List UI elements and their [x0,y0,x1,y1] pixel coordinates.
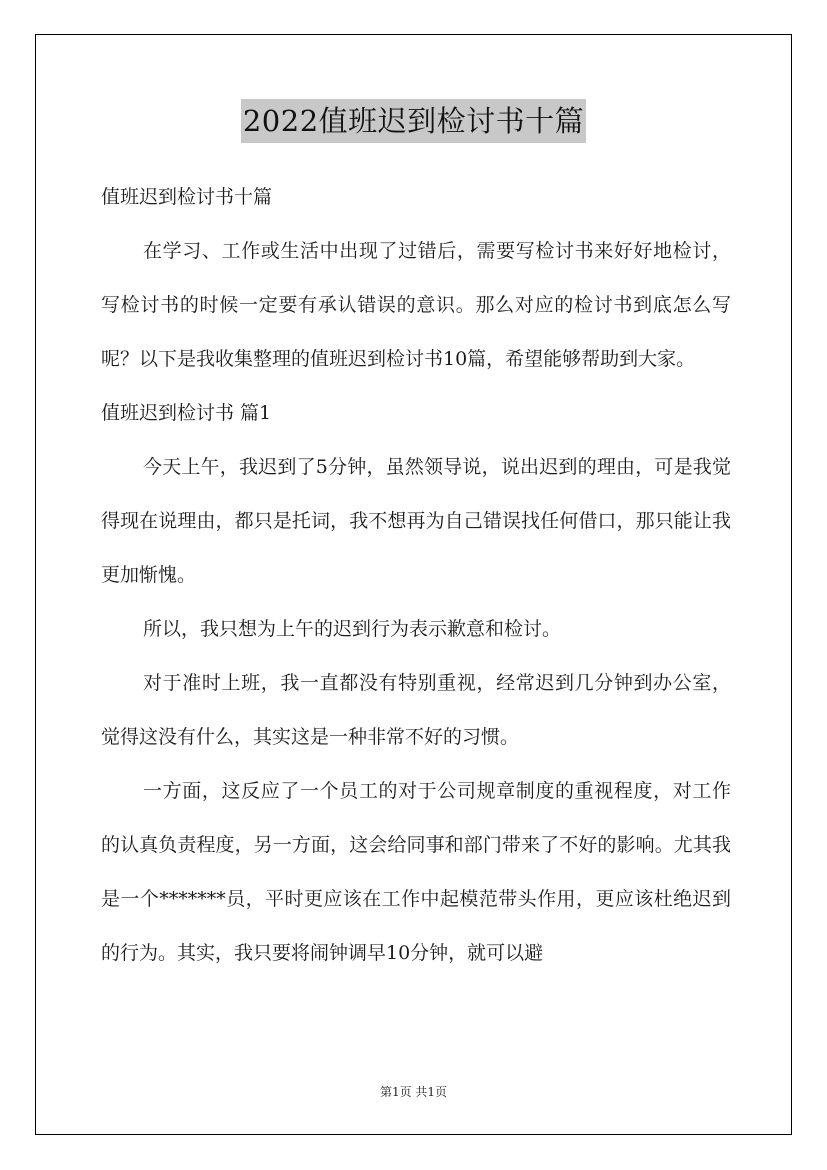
subtitle-paragraph: 值班迟到检讨书十篇 [101,186,273,208]
document-title: 2022值班迟到检讨书十篇 [241,99,586,143]
section-heading: 值班迟到检讨书 篇1 [101,402,272,424]
document-body [101,170,731,980]
body-paragraph: 所以，我只想为上午的迟到行为表示歉意和检讨。 [143,618,562,640]
body-paragraph: 今天上午，我迟到了5分钟，虽然领导说，说出迟到的理由，可是我觉得现在说理由，都只是托词，我不想再为自己错误找任何借口，那只能让我更加惭愧。 [101,456,731,586]
intro-paragraph: 在学习、工作或生活中出现了过错后，需要写检讨书来好好地检讨，写检讨书的时候一定要有承认错误的意识。那么对应的检讨书到底怎么写呢？以下是我收集整理的值班迟到检讨书10篇，希望能够帮助到大家。 [101,240,731,370]
title-container [0,99,827,143]
page-footer: 第1页 共1页 [379,1085,448,1099]
body-paragraph: 一方面，这反应了一个员工的对于公司规章制度的重视程度，对工作的认真负责程度，另一方面，这会给同事和部门带来了不好的影响。尤其我是一个*******员，平时更应该在工作中起模范带头作用，更应该杜绝迟到的行为。其实，我只要将闹钟调早10分钟，就可以避 [101,780,731,964]
body-paragraph: 对于准时上班，我一直都没有特别重视，经常迟到几分钟到办公室，觉得这没有什么，其实这是一种非常不好的习惯。 [101,672,731,748]
